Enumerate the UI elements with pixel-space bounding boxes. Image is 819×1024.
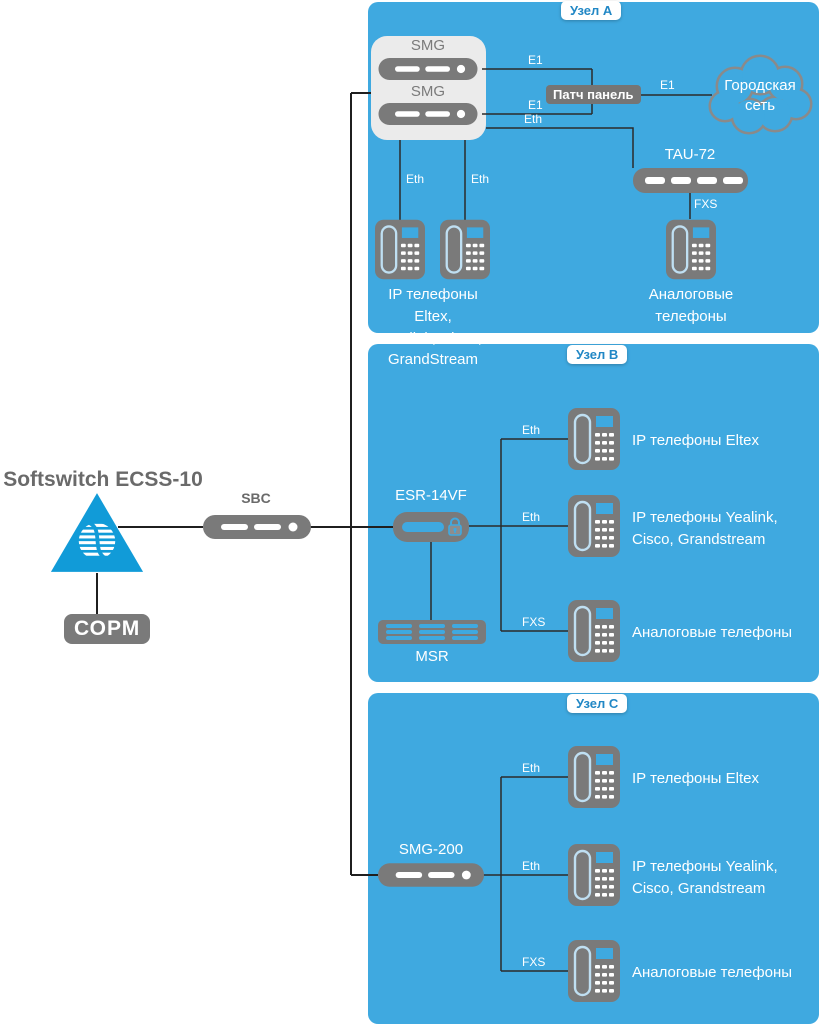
phone-caption-b-2: Аналоговые телефоны bbox=[632, 624, 793, 641]
link-eth-phone2-label: Eth bbox=[471, 172, 490, 186]
phone-caption-b-1: IP телефоны Yealink, Cisco, Grandstream bbox=[632, 509, 778, 548]
link-label-c-1: Eth bbox=[522, 859, 541, 873]
city-network-label: Городская сеть bbox=[724, 77, 796, 115]
analog-phones-caption-a: Аналоговые телефоны bbox=[648, 286, 734, 325]
link-label-c-0: Eth bbox=[522, 761, 541, 775]
ip-phone-icon bbox=[568, 746, 620, 808]
esr-label: ESR-14VF bbox=[395, 487, 467, 504]
node-a-badge: Узел A bbox=[561, 1, 621, 20]
analog-phone-icon bbox=[568, 940, 620, 1002]
ip-phone-icon bbox=[440, 219, 490, 280]
smg200-label: SMG-200 bbox=[398, 841, 464, 858]
msr-label: MSR bbox=[415, 648, 449, 665]
sbc-label: SBC bbox=[241, 490, 271, 506]
ip-phone-icon bbox=[568, 408, 620, 470]
link-e1-top-label: E1 bbox=[528, 53, 543, 67]
smg-200-device-icon bbox=[378, 863, 484, 887]
link-eth-main-label: Eth bbox=[524, 112, 543, 126]
tau-72-device-icon bbox=[633, 168, 748, 193]
smg1-device-icon bbox=[374, 58, 482, 80]
link-label-b-2: FXS bbox=[522, 615, 546, 629]
ip-phones-caption-a: IP телефоны Eltex, Yealink, Cisco, GrandStream bbox=[384, 286, 482, 369]
link-e1-bottom-label: E1 bbox=[528, 98, 543, 112]
eltex-logo-triangle-icon bbox=[49, 491, 145, 574]
node-c-badge: Узел C bbox=[567, 694, 627, 713]
phone-caption-c-0: IP телефоны Eltex bbox=[632, 770, 759, 787]
smg2-device-icon bbox=[374, 103, 482, 125]
phone-caption-c-2: Аналоговые телефоны bbox=[632, 964, 793, 981]
patch-panel-box: Патч панель bbox=[546, 85, 641, 104]
ip-phone-icon bbox=[568, 495, 620, 557]
smg2-label: SMG bbox=[410, 83, 446, 100]
link-e1-cloud-label: E1 bbox=[660, 78, 675, 92]
smg1-label: SMG bbox=[410, 37, 446, 54]
analog-phone-icon bbox=[666, 219, 716, 280]
msr-device-icon bbox=[378, 620, 486, 644]
sbc-device-icon bbox=[203, 513, 311, 541]
phone-caption-b-0: IP телефоны Eltex bbox=[632, 432, 759, 449]
tau-label: TAU-72 bbox=[664, 146, 716, 163]
softswitch-title: Softswitch ECSS-10 bbox=[3, 468, 203, 491]
sorm-box: СОРМ bbox=[64, 614, 150, 644]
esr-14vf-device-icon bbox=[393, 512, 469, 542]
ip-phone-icon bbox=[568, 844, 620, 906]
link-fxs-label-a: FXS bbox=[694, 197, 718, 211]
node-b-badge: Узел B bbox=[567, 345, 627, 364]
ip-phone-icon bbox=[375, 219, 425, 280]
link-label-c-2: FXS bbox=[522, 955, 546, 969]
analog-phone-icon bbox=[568, 600, 620, 662]
phone-caption-c-1: IP телефоны Yealink, Cisco, Grandstream bbox=[632, 858, 778, 897]
link-label-b-1: Eth bbox=[522, 510, 541, 524]
link-label-b-0: Eth bbox=[522, 423, 541, 437]
link-eth-phone1-label: Eth bbox=[406, 172, 425, 186]
